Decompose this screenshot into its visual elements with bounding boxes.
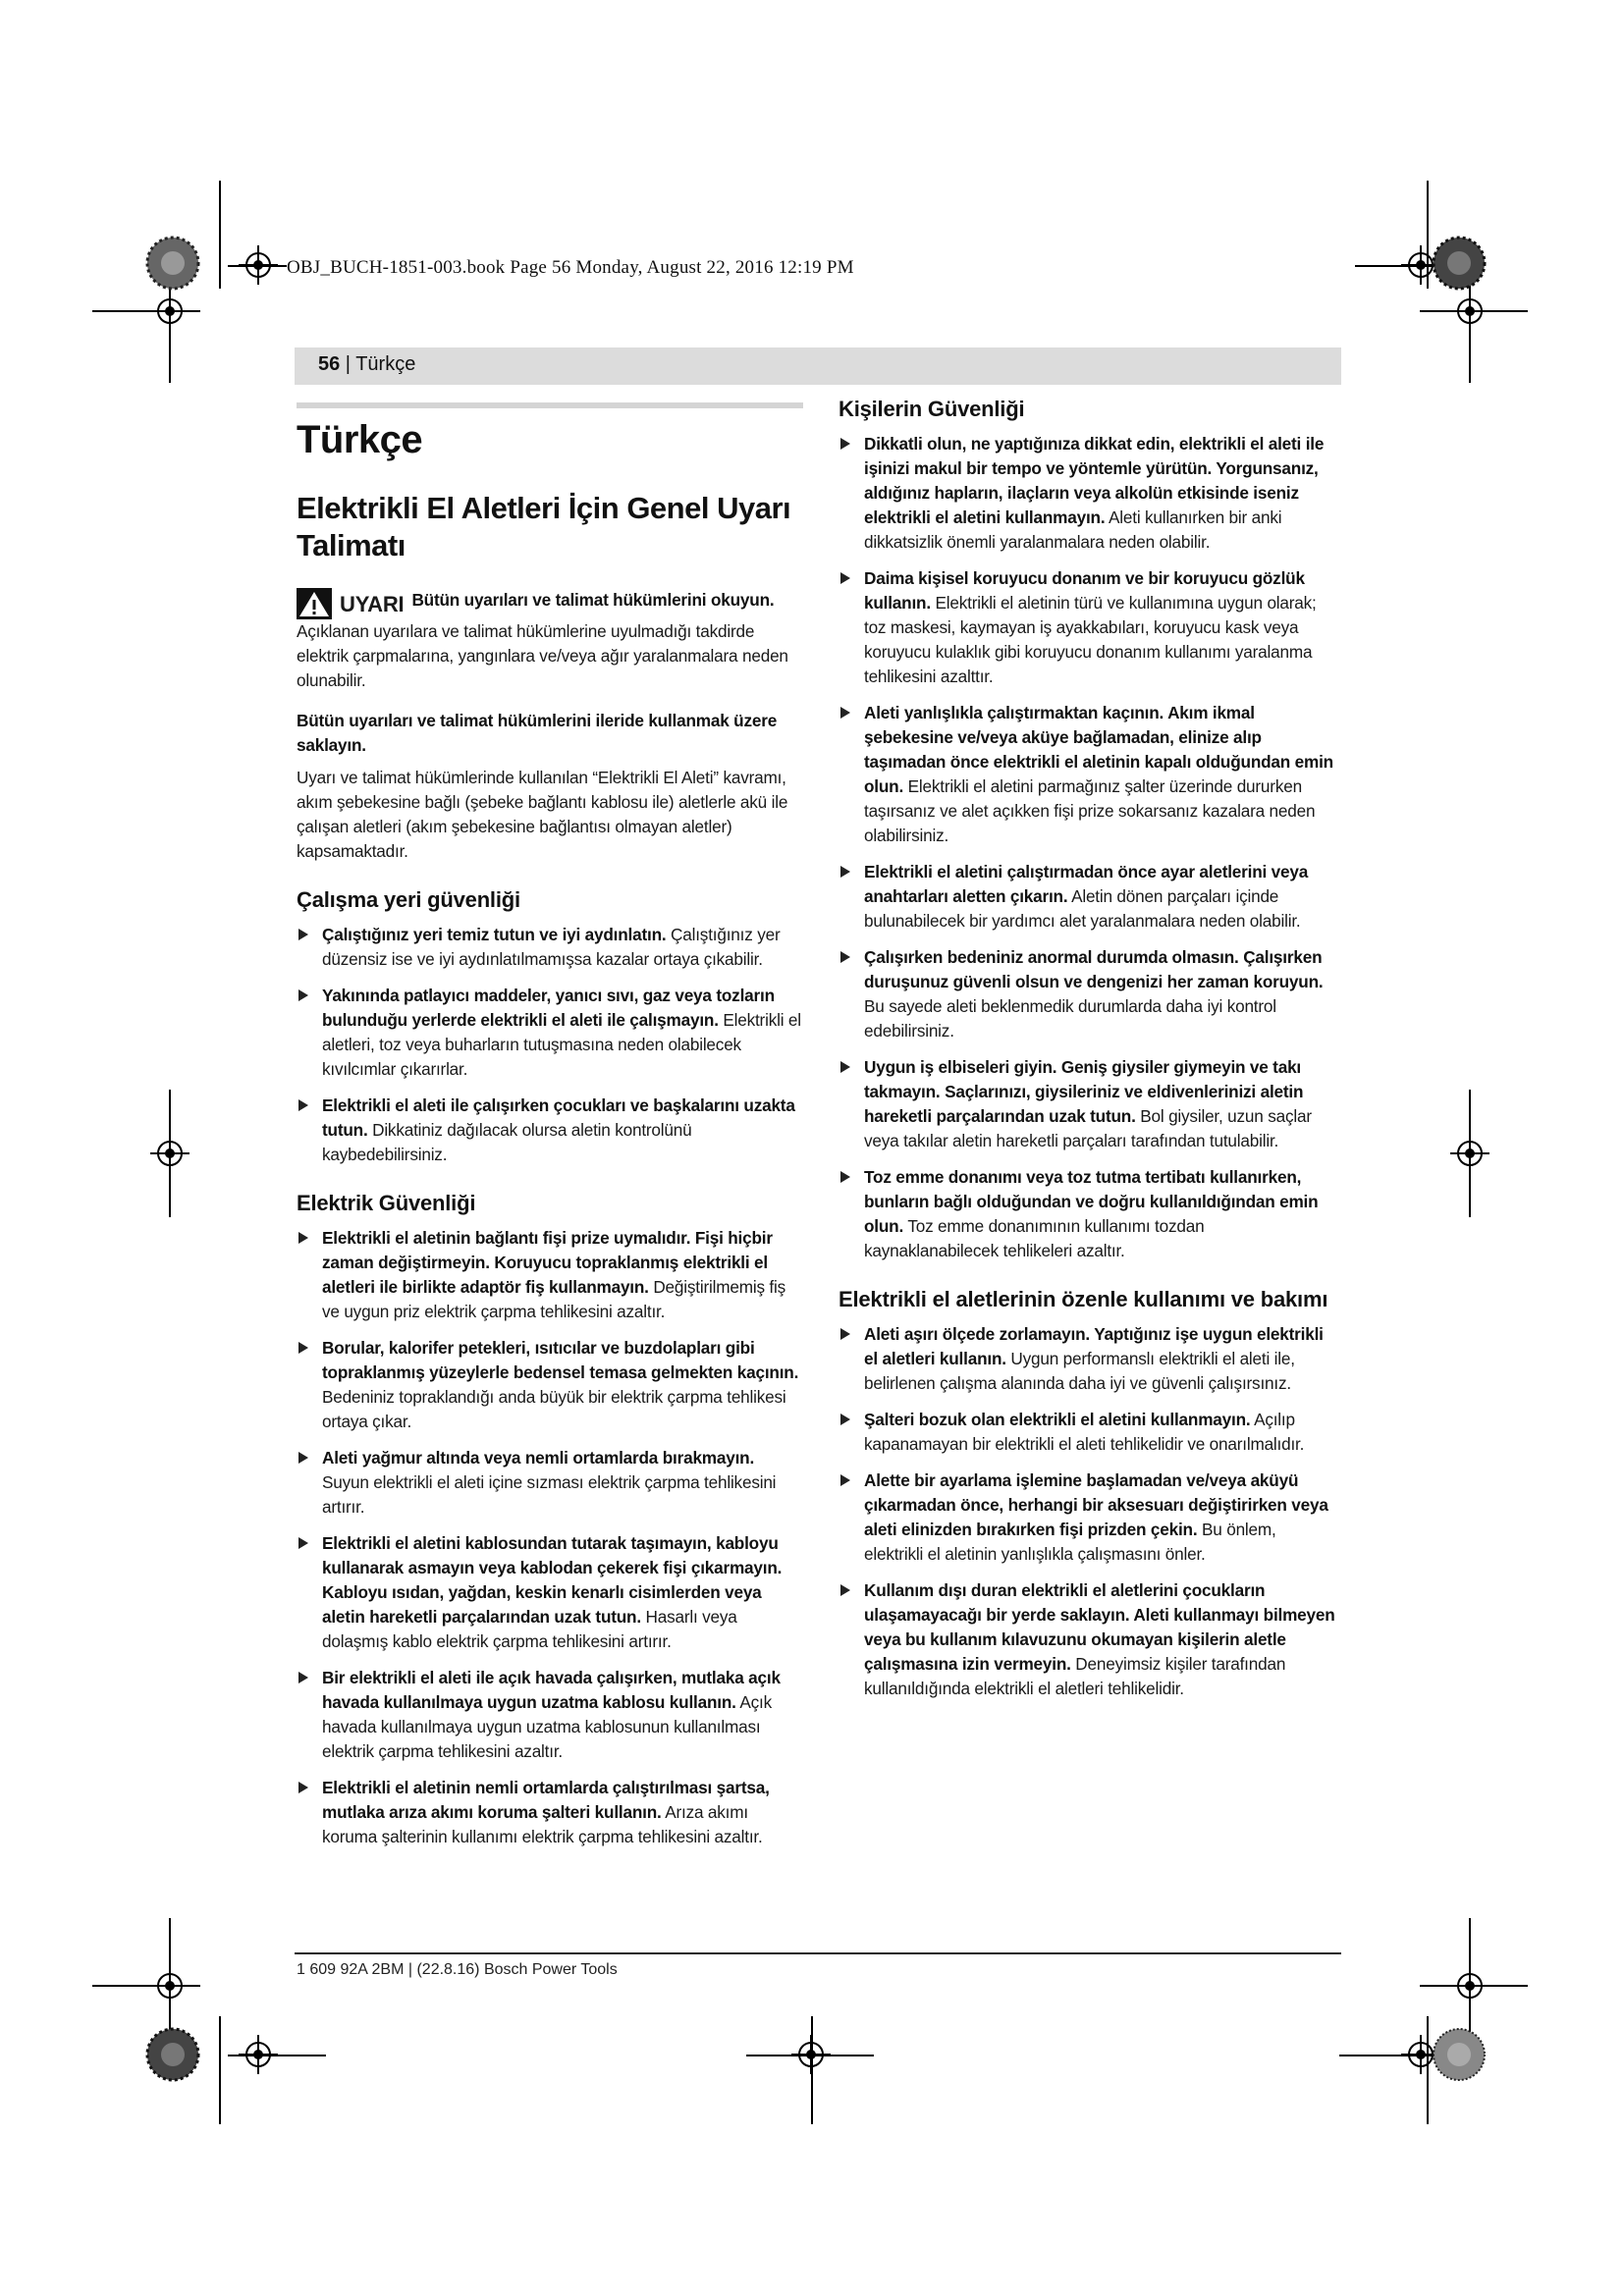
language-title: Türkçe xyxy=(297,418,423,461)
warning-triangle-icon xyxy=(297,588,332,619)
work-area-list xyxy=(297,923,803,1167)
bullet-arrow-icon xyxy=(298,1342,308,1354)
list-item: Aleti yağmur altında veya nemli ortamlarda bırakmayın. Suyun elektrikli el aleti içine sızması elektrik çarpma tehlikesini artırır. xyxy=(297,1446,803,1520)
list-item: Toz emme donanımı veya toz tutma tertibatı kullanırken, bunların bağlı olduğundan ve doğru kullanıldığından emin olun. Toz emme donanımının kullanımı tozdan kaynaklanabilecek tehlikeleri azaltır. xyxy=(839,1165,1339,1263)
registration-mark-icon xyxy=(1450,1966,1489,2005)
section-title-tool-care: Elektrikli el aletlerinin özenle kullanımı ve bakımı xyxy=(839,1287,1328,1311)
title-rule xyxy=(297,402,803,408)
main-title: Elektrikli El Aletleri İçin Genel Uyarı Talimatı xyxy=(297,491,791,562)
header-separator: | xyxy=(340,353,356,375)
warning-label: UYARI xyxy=(340,591,405,616)
electrical-list xyxy=(297,1226,803,1849)
registration-mark-icon xyxy=(1450,1134,1489,1173)
color-rosette-icon xyxy=(1432,236,1487,291)
personal-safety-list xyxy=(839,432,1339,1263)
bullet-arrow-icon xyxy=(298,1537,308,1549)
bullet-arrow-icon xyxy=(298,1782,308,1793)
page-header-text xyxy=(318,353,415,376)
registration-mark-icon xyxy=(791,2035,831,2074)
list-item: Borular, kalorifer petekleri, ısıtıcılar ve buzdolapları gibi topraklanmış yüzeylerle bedensel temasa gelmekten kaçının. Bedeniniz topraklandığı anda büyük bir elektrik çarpma tehlikesi ortaya çıkar. xyxy=(297,1336,803,1434)
registration-mark-icon xyxy=(239,2035,278,2074)
list-item: Daima kişisel koruyucu donanım ve bir koruyucu gözlük kullanın. Elektrikli el aletinin türü ve kullanımına uygun olarak; toz maskesi, kaymayan iş ayakkabıları, koruyucu kask veya koruyucu kulaklık gibi koruyucu donanım kullanımı yaralanma tehlikesini azalttır. xyxy=(839,566,1339,689)
list-item: Elektrikli el aletinin bağlantı fişi prize uymalıdır. Fişi hiçbir zaman değiştirmeyin. Koruyucu topraklanmış elektrikli el aletleri ile birlikte adaptör fiş kullanmayın. Değiştirilmemiş fiş ve uygun priz elektrik çarpma tehlikesini azaltır. xyxy=(297,1226,803,1324)
list-item: Dikkatli olun, ne yaptığınıza dikkat edin, elektrikli el aleti ile işinizi makul bir tempo ve yöntemle yürütün. Yorgunsanız, aldığınız hapların, ilaçların veya alkolün etkisinde iseniz elektrikli el aletini kullanmayın. Aleti kullanırken bir anki dikkatsizlik önemli yaralanmalara neden olabilir. xyxy=(839,432,1339,555)
warning-text: Açıklanan uyarılara ve talimat hükümlerine uyulmadığı takdirde elektrik çarpmalarına, yangınlara ve/veya ağır yaralanmalara neden olunabilir. xyxy=(297,621,788,690)
list-item: Çalışırken bedeniniz anormal durumda olmasın. Çalışırken duruşunuz güvenli olsun ve dengenizi her zaman koruyun. Bu sayede aleti beklenmedik durumlarda daha iyi kontrol edebilirsiniz. xyxy=(839,945,1339,1043)
list-item: Elektrikli el aletini çalıştırmadan önce ayar aletlerini veya anahtarları aletten çıkarın. Aletin dönen parçaları içinde bulunabilecek bir yardımcı alet yaralanmalara neden olabilir. xyxy=(839,860,1339,934)
list-item: Yakınında patlayıcı maddeler, yanıcı sıvı, gaz veya tozların bulunduğu yerlerde elektrikli el aleti ile çalışmayın. Elektrikli el aletleri, toz veya buharların tutuşmasına neden olabilecek kıvılcımlar çıkarırlar. xyxy=(297,984,803,1082)
bullet-arrow-icon xyxy=(840,1474,850,1486)
color-rosette-icon xyxy=(1432,2027,1487,2082)
list-item: Çalıştığınız yeri temiz tutun ve iyi aydınlatın. Çalıştığınız yer düzensiz ise ve iyi aydınlatılmamışsa kazalar ortaya çıkabilir. xyxy=(297,923,803,972)
warning-block xyxy=(297,588,803,693)
bullet-arrow-icon xyxy=(840,1171,850,1183)
bullet-arrow-icon xyxy=(840,572,850,584)
list-item: Uygun iş elbiseleri giyin. Geniş giysiler giymeyin ve takı takmayın. Saçlarınızı, giysileriniz ve eldivenlerinizi aletin hareketli parçalarından uzak tutun. Bol giysiler, uzun saçlar veya takılar aletin hareketli parçaları tarafından tutulabilir. xyxy=(839,1055,1339,1153)
warning-bold: Bütün uyarıları ve talimat hükümlerini okuyun. xyxy=(411,590,775,610)
bullet-arrow-icon xyxy=(840,951,850,963)
section-title-personal-safety: Kişilerin Güvenliği xyxy=(839,397,1025,421)
section-title-electrical: Elektrik Güvenliği xyxy=(297,1191,476,1215)
bullet-arrow-icon xyxy=(298,1672,308,1683)
footer-rule xyxy=(295,1952,1341,1954)
list-item: Elektrikli el aletini kablosundan tutarak taşımayın, kabloyu kullanarak asmayın veya kablodan çekerek fişi çıkarmayın. Kabloyu ısıdan, yağdan, keskin kenarlı cisimlerden veya aletin hareketli parçalarından uzak tutun. Hasarlı veya dolaşmış kablo elektrik çarpma tehlikesini artırır. xyxy=(297,1531,803,1654)
bullet-arrow-icon xyxy=(840,866,850,878)
registration-mark-icon xyxy=(150,292,189,331)
warning-badge xyxy=(297,588,404,619)
bullet-arrow-icon xyxy=(298,1232,308,1244)
color-rosette-icon xyxy=(145,236,200,291)
page-header xyxy=(295,347,1341,385)
bullet-arrow-icon xyxy=(840,1328,850,1340)
definition-text: Uyarı ve talimat hükümlerinde kullanılan “Elektrikli El Aleti” kavramı, akım şebekesine bağlı (şebeke bağlantı kablosu ile) aletlerle akü ile çalışan aletleri (akım şebekesine bağlantısı olmayan aletler) kapsamaktadır. xyxy=(297,768,788,861)
print-slug: OBJ_BUCH-1851-003.book Page 56 Monday, August 22, 2016 12:19 PM xyxy=(287,257,854,278)
page-number: 56 xyxy=(318,353,341,375)
bullet-arrow-icon xyxy=(298,1099,308,1111)
tool-care-list xyxy=(839,1322,1339,1701)
keep-instructions: Bütün uyarıları ve talimat hükümlerini ileride kullanmak üzere saklayın. xyxy=(297,711,778,755)
list-item: Bir elektrikli el aleti ile açık havada çalışırken, mutlaka açık havada kullanılmaya uygun uzatma kablosu kullanın. Açık havada kullanılmaya uygun uzatma kablosunun kullanılması elektrik çarpma tehlikesini azaltır. xyxy=(297,1666,803,1764)
list-item: Aleti aşırı ölçede zorlamayın. Yaptığınız işe uygun elektrikli el aletleri kullanın. Uygun performanslı elektrikli el aleti ile, belirlenen çalışma alanında daha iyi ve güvenli çalışırsınız. xyxy=(839,1322,1339,1396)
right-column xyxy=(839,397,1339,1713)
bullet-arrow-icon xyxy=(298,1452,308,1464)
section-title-work-area: Çalışma yeri güvenliği xyxy=(297,887,520,912)
bullet-arrow-icon xyxy=(840,707,850,719)
list-item: Elektrikli el aleti ile çalışırken çocukları ve başkalarını uzakta tutun. Dikkatiniz dağılacak olursa aletin kontrolünü kaybedebilirsiniz. xyxy=(297,1094,803,1167)
list-item: Alette bir ayarlama işlemine başlamadan ve/veya aküyü çıkarmadan önce, herhangi bir aksesuarı değiştirirken veya aleti elinizden bırakırken fişi prizden çekin. Bu önlem, elektrikli el aletinin yanlışlıkla çalışmasını önler. xyxy=(839,1468,1339,1567)
bullet-arrow-icon xyxy=(840,1584,850,1596)
registration-mark-icon xyxy=(150,1966,189,2005)
list-item: Şalteri bozuk olan elektrikli el aletini kullanmayın. Açılıp kapanamayan bir elektrikli el aleti tehlikelidir ve onarılmalıdır. xyxy=(839,1408,1339,1457)
list-item: Kullanım dışı duran elektrikli el aletlerini çocukların ulaşamayacağı bir yerde saklayın. Aleti kullanmayı bilmeyen veya bu kullanım kılavuzunu okumayan kişilerin aletle çalışmasına izin vermeyin. Deneyimsiz kişiler tarafından kullanıldığında elektrikli el aletleri tehlikelidir. xyxy=(839,1578,1339,1701)
bullet-arrow-icon xyxy=(840,1414,850,1425)
bullet-arrow-icon xyxy=(840,438,850,450)
page-footer: 1 609 92A 2BM | (22.8.16) Bosch Power Tools xyxy=(297,1961,618,1978)
registration-mark-icon xyxy=(150,1134,189,1173)
header-language: Türkçe xyxy=(355,353,416,375)
left-column xyxy=(297,397,803,1861)
list-item: Elektrikli el aletinin nemli ortamlarda çalıştırılması şartsa, mutlaka arıza akımı koruma şalteri kullanın. Arıza akımı koruma şalterinin kullanımı elektrik çarpma tehlikesini azaltır. xyxy=(297,1776,803,1849)
color-rosette-icon xyxy=(145,2027,200,2082)
registration-mark-icon xyxy=(1450,292,1489,331)
bullet-arrow-icon xyxy=(298,989,308,1001)
bullet-arrow-icon xyxy=(840,1061,850,1073)
bullet-arrow-icon xyxy=(298,929,308,940)
registration-mark-icon xyxy=(239,245,278,285)
list-item: Aleti yanlışlıkla çalıştırmaktan kaçının. Akım ikmal şebekesine ve/veya aküye bağlamadan, elinize alıp taşımadan önce elektrikli el aletinin kapalı olduğundan emin olun. Elektrikli el aletini parmağınız şalter üzerinde dururken taşırsanız ve alet açıkken fişi prize sokarsanız kazalara neden olabilirsiniz. xyxy=(839,701,1339,848)
